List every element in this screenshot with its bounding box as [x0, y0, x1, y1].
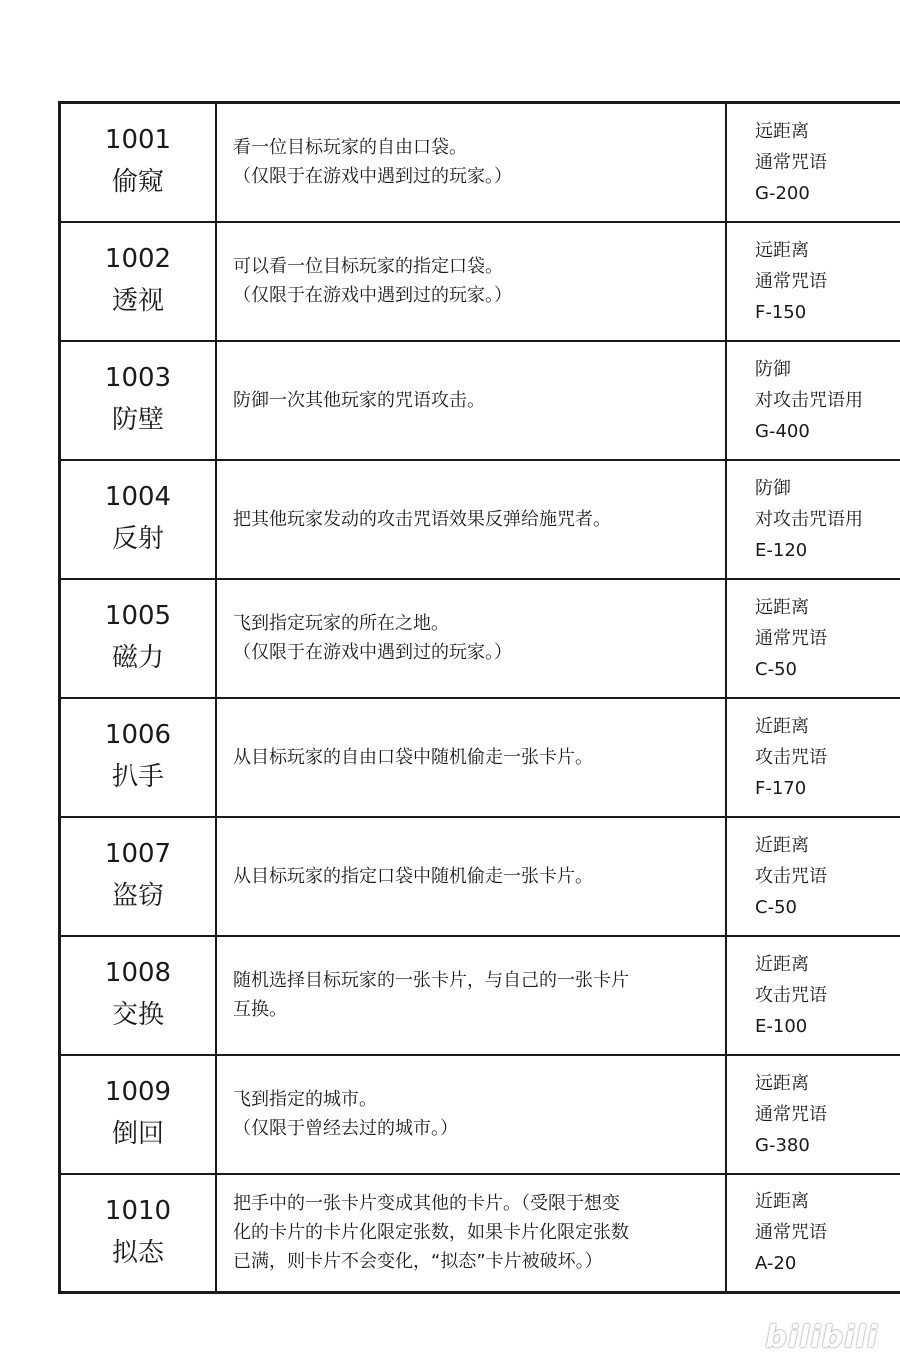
spell-description-line: 可以看一位目标玩家的指定口袋。	[233, 256, 503, 277]
spell-description-line: 已满，则卡片不会变化，“拟态”卡片被破坏。）	[233, 1251, 603, 1273]
spell-name: 透视	[111, 286, 164, 316]
spell-range: 近距离	[755, 715, 809, 737]
spell-name: 交换	[111, 1000, 164, 1030]
spell-description-cell	[216, 1174, 726, 1293]
spell-number: 1010	[104, 1195, 172, 1226]
spell-description-line: 随机选择目标玩家的一张卡片，与自己的一张卡片	[233, 970, 629, 991]
spell-number: 1003	[104, 363, 172, 393]
spell-name: 盗窃	[111, 881, 164, 911]
spell-description-line: 互换。	[233, 999, 287, 1020]
spell-description-line: （仅限于在游戏中遇到过的玩家。）	[233, 166, 512, 188]
spell-row	[60, 579, 900, 698]
spell-range: 近距离	[755, 834, 809, 856]
spell-name: 拟态	[111, 1237, 164, 1268]
spell-number: 1004	[104, 482, 172, 512]
spell-rank: G-200	[755, 182, 810, 204]
spell-rank: E-120	[755, 539, 808, 561]
spell-description-line: （仅限于曾经去过的城市。）	[233, 1118, 458, 1139]
spell-meta-cell	[726, 936, 900, 1055]
spell-number: 1001	[104, 125, 172, 156]
spell-description-cell	[216, 698, 726, 817]
spell-description-line: 防御一次其他玩家的咒语攻击。	[233, 389, 485, 411]
spell-number: 1006	[104, 720, 172, 750]
spell-description-line: 飞到指定的城市。	[233, 1089, 377, 1110]
spell-description-line: （仅限于在游戏中遇到过的玩家。）	[233, 285, 512, 306]
spell-name: 偷窥	[111, 167, 164, 198]
spell-description-cell	[216, 460, 726, 579]
spell-type: 通常咒语	[755, 1222, 827, 1244]
spell-id-cell	[60, 460, 217, 579]
spell-range: 远距离	[755, 1072, 809, 1094]
spell-meta-cell	[726, 460, 900, 579]
spell-row	[60, 460, 900, 579]
spell-row	[60, 936, 900, 1055]
spell-range: 防御	[755, 477, 791, 499]
spell-number: 1009	[104, 1077, 172, 1107]
spell-description-cell	[216, 222, 726, 341]
spell-rank: C-50	[755, 896, 797, 918]
spell-range: 远距离	[755, 120, 809, 142]
spell-type: 攻击咒语	[755, 984, 827, 1006]
spell-description-cell	[216, 103, 726, 222]
spell-type: 通常咒语	[755, 627, 827, 649]
spell-name: 磁力	[111, 643, 164, 673]
spell-description-line: 化的卡片的卡片化限定张数，如果卡片化限定张数	[233, 1222, 629, 1244]
spell-description-line: 从目标玩家的指定口袋中随机偷走一张卡片。	[233, 865, 593, 887]
spell-meta-cell	[726, 1174, 900, 1293]
spell-rank: F-170	[755, 777, 807, 799]
spell-type: 通常咒语	[755, 1103, 827, 1125]
spell-name: 反射	[111, 524, 164, 554]
spell-id-cell	[60, 1174, 217, 1293]
spell-rank: A-20	[755, 1253, 797, 1275]
spell-description-cell	[216, 1055, 726, 1174]
spell-row	[60, 103, 900, 222]
spell-type: 通常咒语	[755, 270, 827, 292]
spell-number: 1008	[104, 958, 172, 988]
spell-meta-cell	[726, 103, 900, 222]
spell-number: 1002	[104, 244, 172, 274]
spell-description-line: 从目标玩家的自由口袋中随机偷走一张卡片。	[233, 746, 593, 768]
spell-description-line: 飞到指定玩家的所在之地。	[233, 613, 449, 634]
spell-row	[60, 698, 900, 817]
spell-number: 1005	[104, 601, 172, 631]
spell-row	[60, 222, 900, 341]
spell-id-cell	[60, 341, 217, 460]
spell-range: 远距离	[755, 239, 809, 261]
spell-rank: G-380	[755, 1134, 810, 1156]
spell-name: 扒手	[111, 762, 164, 792]
spell-rank: G-400	[755, 420, 810, 442]
bilibili-watermark: bilibili	[765, 1320, 878, 1355]
spell-meta-cell	[726, 341, 900, 460]
spell-row	[60, 341, 900, 460]
spell-type: 对攻击咒语用	[755, 389, 863, 411]
spell-row	[60, 817, 900, 936]
spell-type: 攻击咒语	[755, 746, 827, 768]
spell-meta-cell	[726, 817, 900, 936]
spell-range: 防御	[755, 358, 791, 380]
spell-meta-cell	[726, 698, 900, 817]
spell-description-cell	[216, 579, 726, 698]
spell-row	[60, 1174, 900, 1293]
spell-id-cell	[60, 103, 217, 222]
spell-description-line: 把其他玩家发动的攻击咒语效果反弹给施咒者。	[233, 508, 611, 530]
spell-id-cell	[60, 222, 217, 341]
spell-name: 倒回	[111, 1119, 164, 1149]
spell-range: 近距离	[755, 953, 809, 975]
spell-table-body	[60, 103, 900, 1293]
spell-name: 防壁	[111, 405, 164, 435]
spell-rank: C-50	[755, 658, 797, 680]
spell-meta-cell	[726, 579, 900, 698]
spell-description-cell	[216, 936, 726, 1055]
spell-rank: F-150	[755, 301, 807, 323]
spell-description-line: 看一位目标玩家的自由口袋。	[233, 137, 467, 159]
spell-type: 对攻击咒语用	[755, 508, 863, 530]
spell-rank: E-100	[755, 1015, 808, 1037]
spell-range: 远距离	[755, 596, 809, 618]
spell-range: 近距离	[755, 1191, 809, 1213]
spell-id-cell	[60, 936, 217, 1055]
spell-description-cell	[216, 817, 726, 936]
spell-type: 攻击咒语	[755, 865, 827, 887]
spell-id-cell	[60, 698, 217, 817]
spell-id-cell	[60, 817, 217, 936]
spell-description-line: 把手中的一张卡片变成其他的卡片。（受限于想变	[233, 1193, 620, 1215]
spell-id-cell	[60, 579, 217, 698]
spell-row	[60, 1055, 900, 1174]
spell-meta-cell	[726, 222, 900, 341]
spell-id-cell	[60, 1055, 217, 1174]
spell-number: 1007	[104, 839, 172, 869]
spell-card-table	[58, 101, 900, 1294]
spell-description-line: （仅限于在游戏中遇到过的玩家。）	[233, 642, 512, 663]
spell-meta-cell	[726, 1055, 900, 1174]
spell-description-cell	[216, 341, 726, 460]
spell-type: 通常咒语	[755, 151, 827, 173]
